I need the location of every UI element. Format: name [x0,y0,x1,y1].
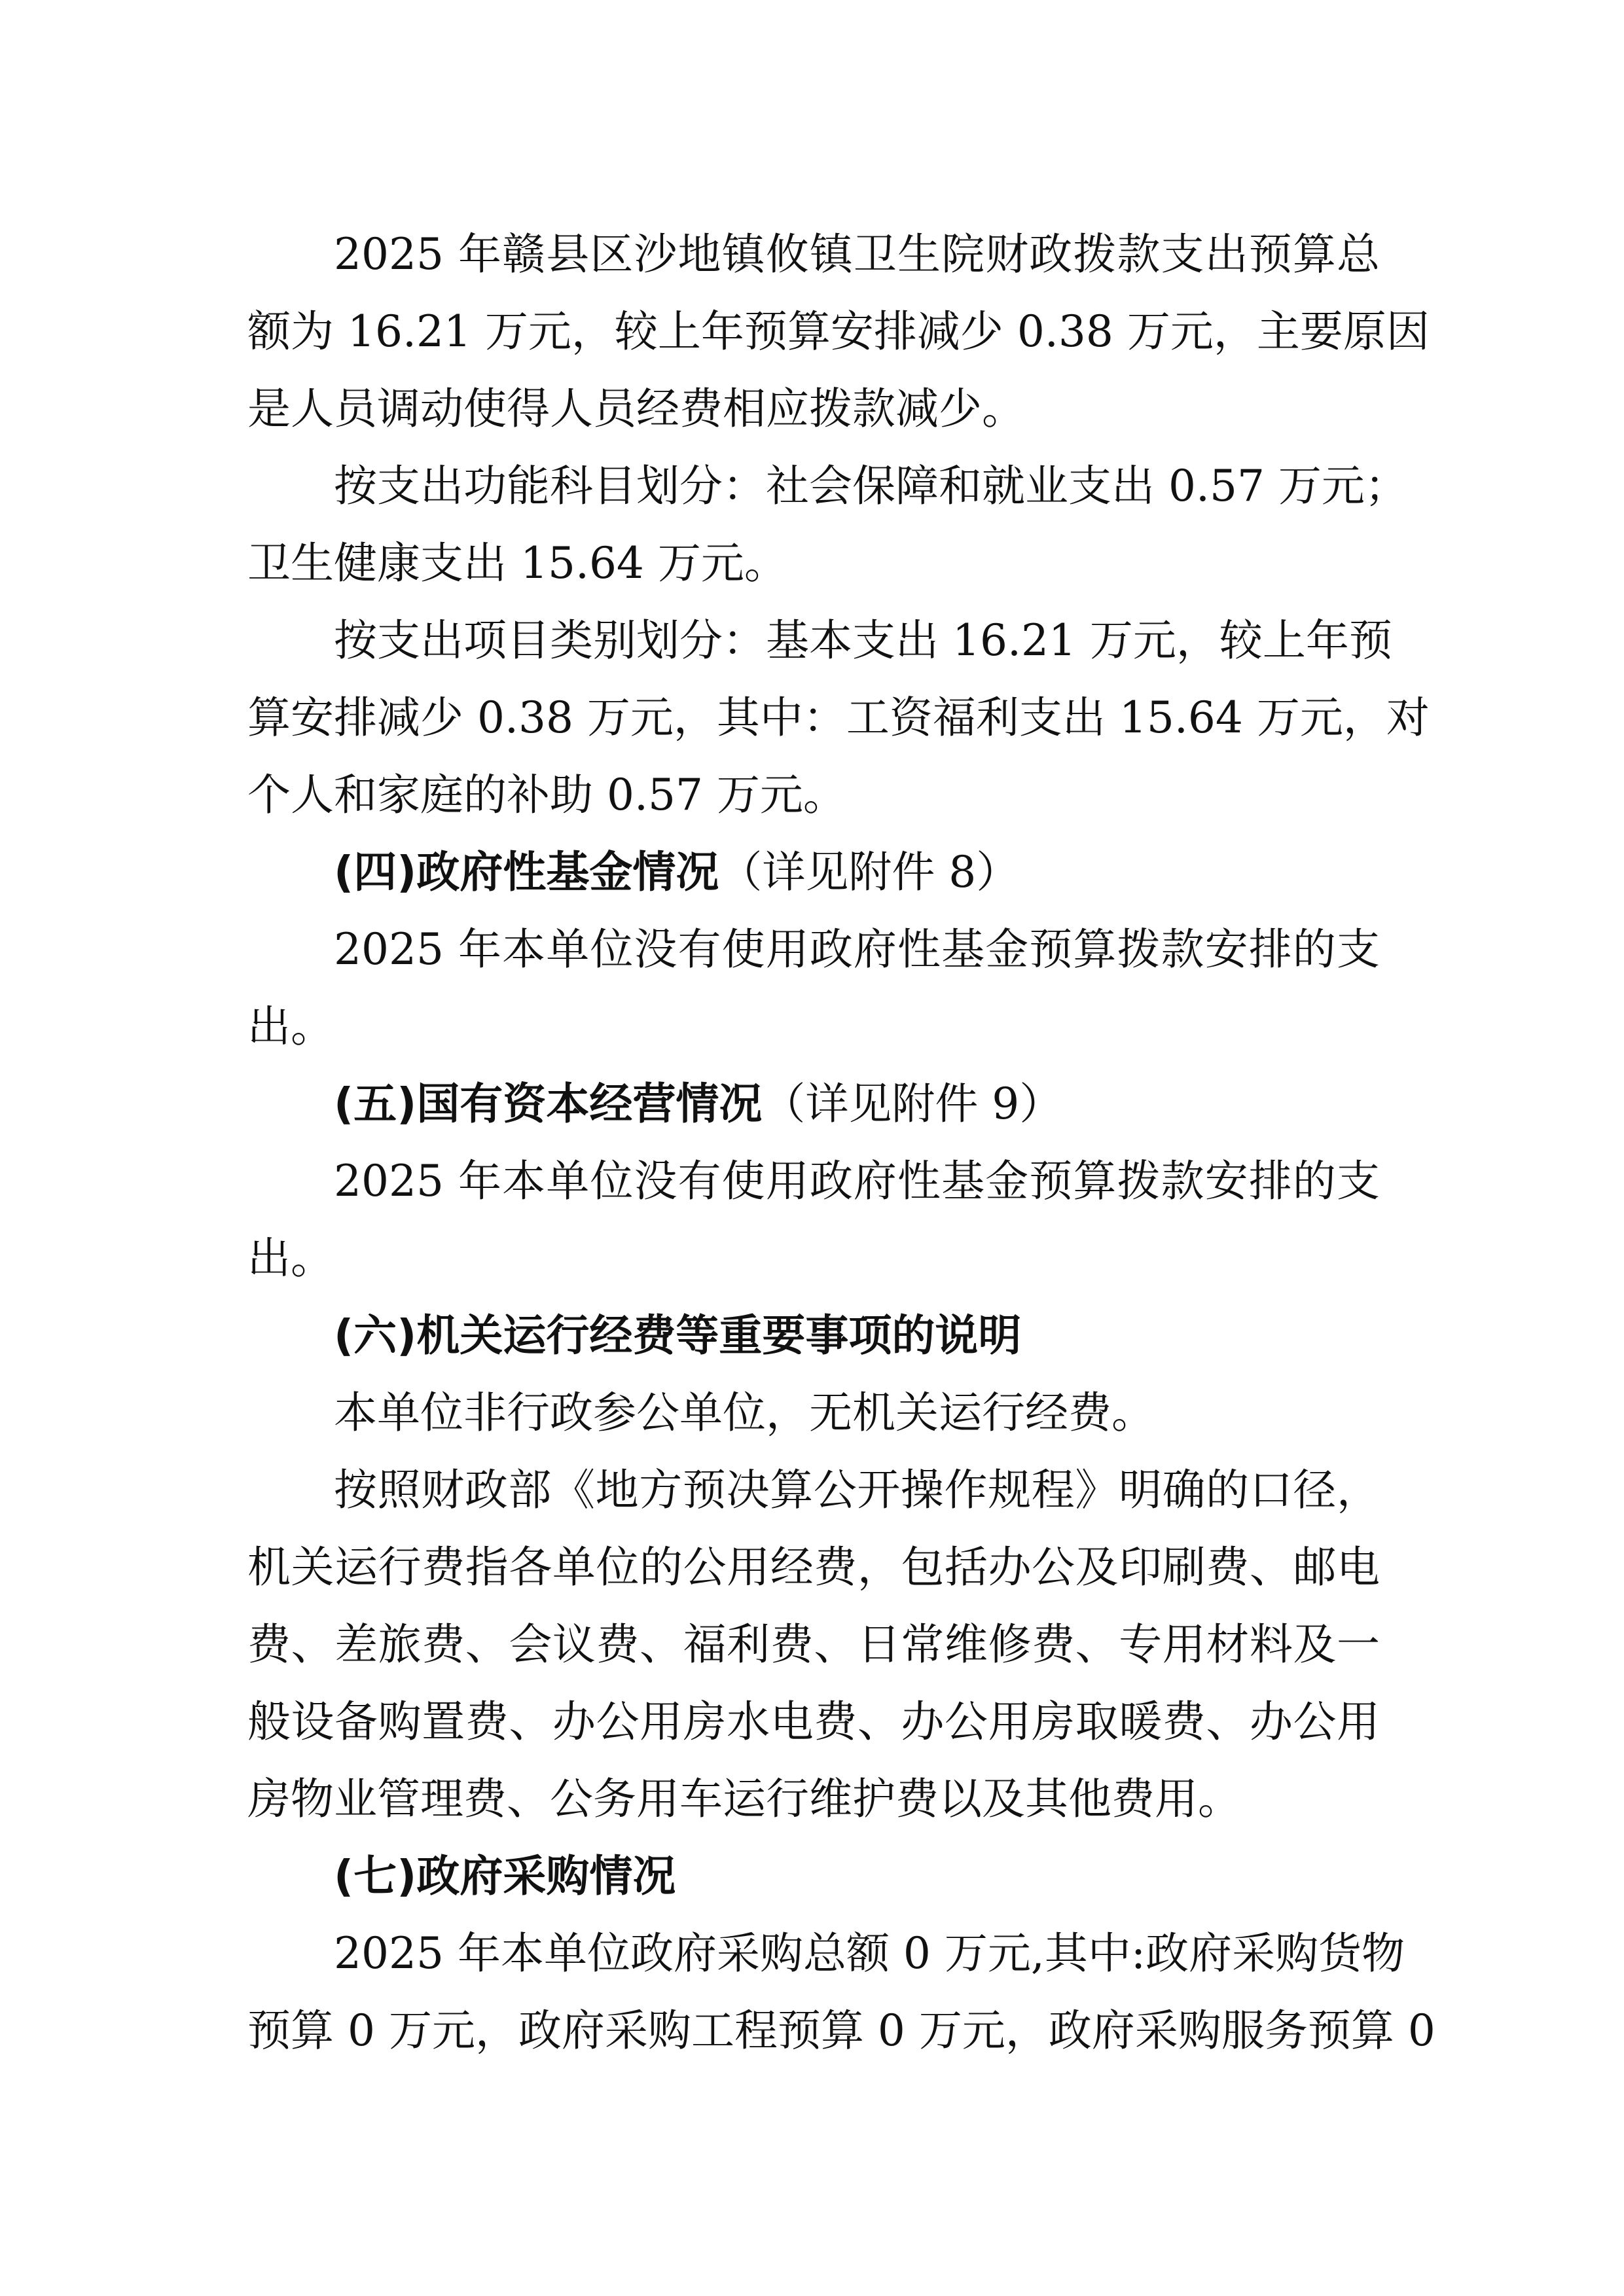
section-heading-state-capital [247,1066,1380,1143]
section-heading-operating-expenses [247,1297,1380,1374]
text-line: 预算 0 万元，政府采购工程预算 0 万元，政府采购服务预算 0 [247,2005,1435,2056]
text-line: 按支出项目类别划分：基本支出 16.21 万元，较上年预 [334,615,1392,666]
section-heading-title: (四)政府性基金情况 [334,847,719,897]
paragraph-budget-total [247,216,1430,448]
section-heading-title: (五)国有资本经营情况 [334,1079,763,1129]
text-line: 机关运行费指各单位的公用经费，包括办公及印刷费、邮电 [247,1542,1380,1592]
text-line: 费、差旅费、会议费、福利费、日常维修费、专用材料及一 [247,1619,1380,1670]
text-line: 本单位非行政参公单位，无机关运行经费。 [334,1388,1155,1438]
text-line: 出。 [247,1233,334,1283]
text-line: 房物业管理费、公务用车运行维护费以及其他费用。 [247,1774,1241,1824]
paragraph-state-capital [247,1143,1380,1297]
text-line: 个人和家庭的补助 0.57 万元。 [247,770,846,820]
text-line: 出。 [247,1001,334,1052]
text-line: 卫生健康支出 15.64 万元。 [247,538,787,588]
section-heading-government-fund [247,834,1380,911]
section-heading-title: (七)政府采购情况 [334,1851,676,1901]
paragraph-procurement [247,1915,1435,2070]
section-heading-note: （详见附件 9） [762,1079,1063,1129]
text-line: 按支出功能科目划分：社会保障和就业支出 0.57 万元； [334,461,1408,511]
section-heading-procurement [247,1838,1380,1915]
paragraph-operating-expenses-definition [247,1452,1380,1838]
paragraph-no-operating-expenses [247,1374,1380,1452]
paragraph-project-classification [247,602,1430,834]
section-heading-note: （详见附件 8） [719,847,1020,897]
text-line: 2025 年本单位政府采购总额 0 万元,其中:政府采购货物 [334,1928,1405,1979]
paragraph-functional-classification [247,448,1408,602]
text-line: 是人员调动使得人员经费相应拨款减少。 [247,384,1025,434]
text-line: 般设备购置费、办公用房水电费、办公用房取暖费、办公用 [247,1696,1380,1747]
document-page [247,216,1435,2070]
text-line: 2025 年本单位没有使用政府性基金预算拨款安排的支 [334,1156,1380,1206]
text-line: 按照财政部《地方预决算公开操作规程》明确的口径， [334,1465,1380,1515]
text-line: 2025 年本单位没有使用政府性基金预算拨款安排的支 [334,924,1380,975]
text-line: 算安排减少 0.38 万元，其中：工资福利支出 15.64 万元，对 [247,692,1430,743]
section-heading-title: (六)机关运行经费等重要事项的说明 [334,1310,1022,1361]
text-line: 2025 年赣县区沙地镇攸镇卫生院财政拨款支出预算总 [334,229,1380,279]
text-line: 额为 16.21 万元，较上年预算安排减少 0.38 万元，主要原因 [247,306,1430,357]
paragraph-government-fund [247,911,1380,1066]
